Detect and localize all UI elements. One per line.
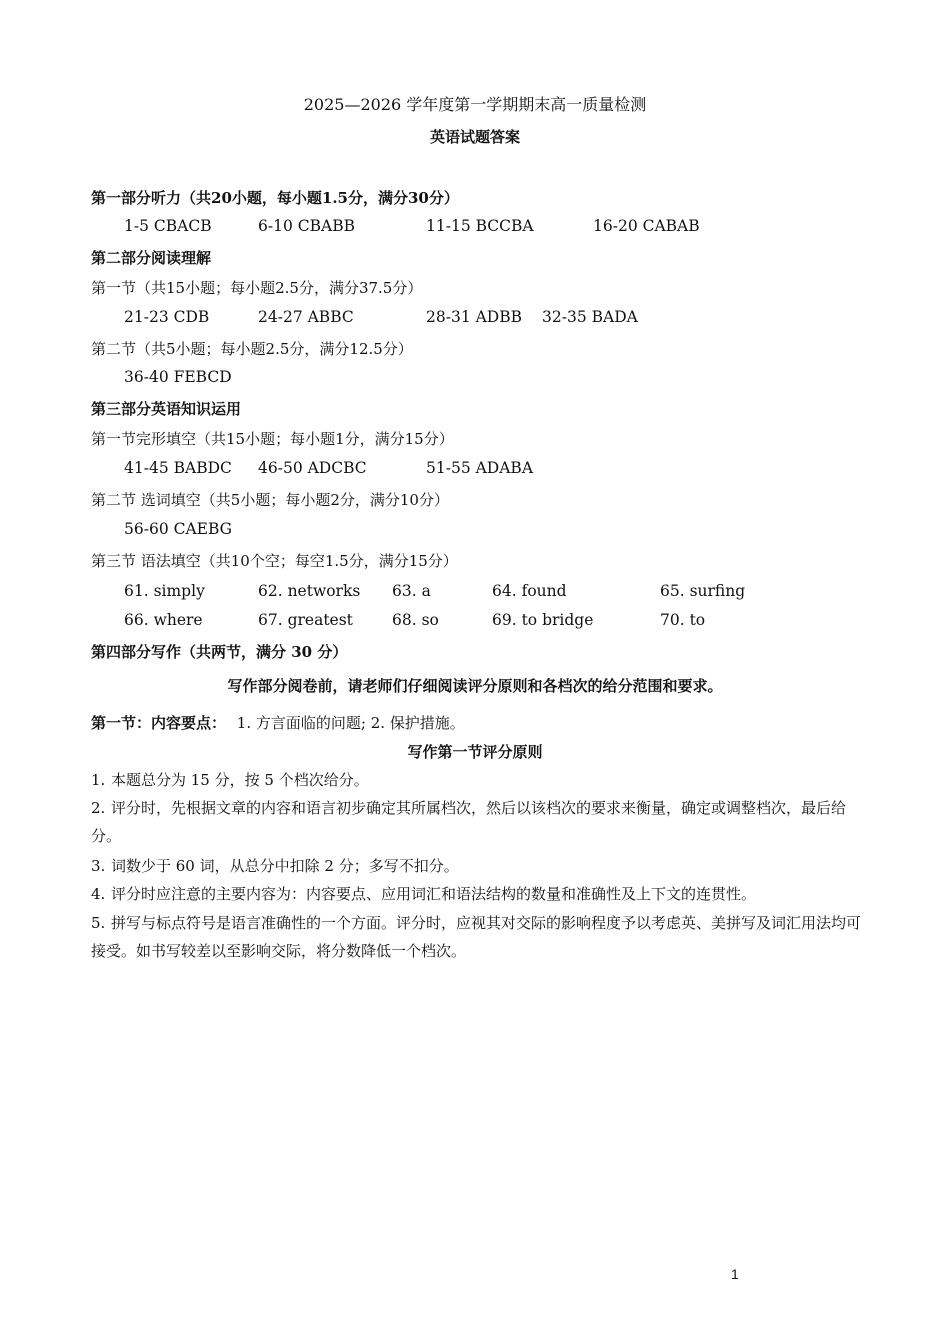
rule-item — [91, 909, 871, 965]
rule-text: 评分时，先根据文章的内容和语言初步确定其所属档次，然后以该档次的要求来衡量，确定或调整档次，最后给分。 — [91, 799, 847, 845]
rule-number: 5. — [91, 914, 106, 932]
answer-group: 28-31 ADBB — [426, 308, 523, 326]
rule-item — [91, 880, 871, 908]
grammar-answer: 61. simply — [124, 582, 205, 600]
grammar-answer: 63. a — [392, 582, 431, 600]
answer-group: 11-15 BCCBA — [426, 217, 534, 235]
content-points — [91, 712, 465, 733]
grammar-answer: 65. surfing — [660, 582, 746, 600]
answer-group: 1-5 CBACB — [124, 217, 212, 235]
rule-number: 2. — [91, 799, 106, 817]
part2-heading: 第二部分阅读理解 — [91, 249, 212, 267]
answer-group: 21-23 CDB — [124, 308, 210, 326]
rule-text: 词数少于 60 词，从总分中扣除 2 分；多写不扣分。 — [111, 857, 459, 875]
answer-group: 51-55 ADABA — [426, 459, 534, 477]
document-subtitle: 英语试题答案 — [429, 128, 520, 146]
answer-group: 24-27 ABBC — [258, 308, 354, 326]
answer-group: 16-20 CABAB — [593, 217, 700, 235]
grammar-answer: 69. to bridge — [492, 611, 594, 629]
grammar-answer: 66. where — [124, 611, 203, 629]
part3-heading: 第三部分英语知识运用 — [91, 400, 242, 418]
section-title: 第一节（共15小题；每小题2.5分，满分37.5分） — [91, 279, 423, 297]
grammar-answer: 70. to — [660, 611, 706, 629]
answer-group: 32-35 BADA — [542, 308, 638, 326]
answer-group: 46-50 ADCBC — [258, 459, 367, 477]
rule-text: 本题总分为 15 分，按 5 个档次给分。 — [111, 771, 369, 789]
rule-number: 4. — [91, 885, 106, 903]
rule-item — [91, 766, 871, 794]
page-number: 1 — [731, 1266, 739, 1282]
answer-group: 41-45 BABDC — [124, 459, 232, 477]
grading-notice: 写作部分阅卷前，请老师们仔细阅读评分原则和各档次的给分范围和要求。 — [227, 677, 723, 695]
rule-item — [91, 852, 871, 880]
answer-group: 6-10 CBABB — [258, 217, 355, 235]
rule-number: 1. — [91, 771, 106, 789]
document-title: 2025—2026 学年度第一学期期末高一质量检测 — [303, 95, 647, 114]
section-title: 第二节（共5小题；每小题2.5分，满分12.5分） — [91, 340, 413, 358]
section-title: 第一节完形填空（共15小题；每小题1分，满分15分） — [91, 430, 454, 448]
part1-heading: 第一部分听力（共20小题，每小题1.5分，满分30分） — [91, 189, 459, 207]
section-title: 第三节 语法填空（共10个空；每空1.5分，满分15分） — [91, 552, 458, 570]
rule-item — [91, 794, 871, 850]
answer-group: 56-60 CAEBG — [124, 520, 233, 538]
grammar-answer: 64. found — [492, 582, 567, 600]
part4-heading: 第四部分写作（共两节，满分 30 分） — [91, 643, 348, 661]
answer-group: 36-40 FEBCD — [124, 368, 232, 386]
rule-number: 3. — [91, 857, 106, 875]
grammar-answer: 62. networks — [258, 582, 361, 600]
content-points-label: 第一节：内容要点： — [91, 714, 227, 732]
grammar-answer: 67. greatest — [258, 611, 353, 629]
rule-text: 拼写与标点符号是语言准确性的一个方面。评分时，应视其对交际的影响程度予以考虑英、美拼写及词汇用法均可接受。如书写较差以至影响交际，将分数降低一个档次。 — [91, 914, 862, 960]
grammar-answer: 68. so — [392, 611, 439, 629]
rule-text: 评分时应注意的主要内容为：内容要点、应用词汇和语法结构的数量和准确性及上下文的连贯性。 — [111, 885, 757, 903]
rules-title: 写作第一节评分原则 — [407, 743, 543, 761]
section-title: 第二节 选词填空（共5小题；每小题2分，满分10分） — [91, 491, 449, 509]
content-points-text: 1. 方言面临的问题; 2. 保护措施。 — [236, 714, 465, 732]
